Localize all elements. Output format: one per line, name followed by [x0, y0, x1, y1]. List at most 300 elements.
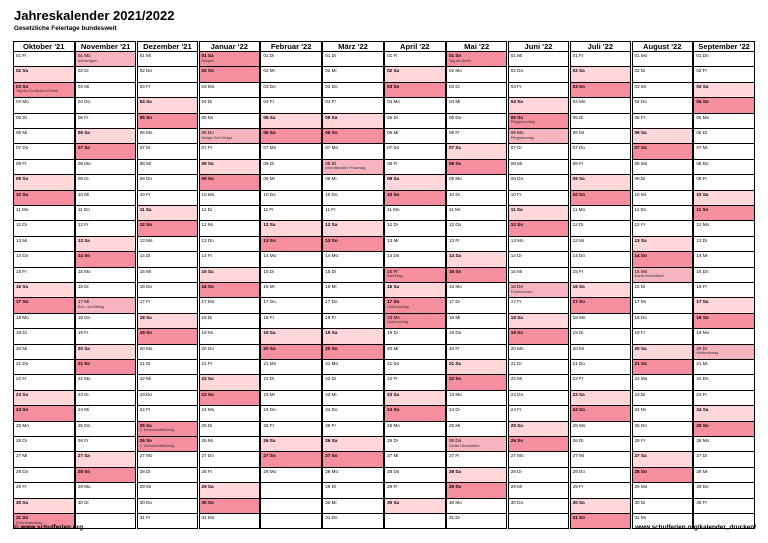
day-label: 19 So [139, 330, 152, 336]
day-cell [632, 283, 694, 298]
day-label: 24 Mi [634, 407, 646, 413]
day-label: 14 Di [510, 253, 522, 259]
day-label: 21 Fr [201, 361, 213, 366]
holiday-label: Karfreitag [387, 274, 403, 279]
day-label: 06 Do [201, 130, 214, 135]
day-label: 11 Mo [387, 207, 400, 212]
day-cell [693, 129, 755, 144]
day-cell [75, 268, 137, 283]
day-cell [570, 129, 632, 144]
day-label: 23 Fr [696, 391, 708, 397]
day-cell [322, 206, 384, 221]
day-label: 07 Sa [448, 145, 461, 151]
day-label: 13 Mi [387, 237, 399, 243]
calendar-grid [13, 41, 755, 525]
day-label: 23 Sa [16, 391, 29, 397]
day-cell [570, 314, 632, 329]
day-cell [508, 237, 570, 252]
day-label: 13 Sa [77, 237, 90, 243]
day-label: 11 Di [201, 207, 212, 212]
day-label: 20 Sa [634, 345, 647, 351]
holiday-label: Ostermontag [387, 320, 408, 325]
month-column [260, 41, 322, 521]
day-cell [322, 221, 384, 236]
day-cell [632, 360, 694, 375]
month-column [322, 41, 384, 521]
day-label: 10 Fr [510, 191, 522, 197]
day-label: 12 Mi [201, 222, 213, 228]
day-label: 03 Fr [139, 83, 151, 89]
day-cell [632, 329, 694, 344]
day-cell [75, 129, 137, 144]
day-label: 08 So [448, 160, 462, 166]
day-cell [632, 206, 694, 221]
day-label: 06 Mi [16, 130, 28, 135]
day-label: 10 Mi [77, 191, 90, 197]
day-cell [508, 483, 570, 498]
day-cell [199, 422, 261, 437]
day-cell [632, 144, 694, 159]
day-cell [384, 67, 446, 82]
day-cell [384, 499, 446, 514]
day-cell [693, 314, 755, 329]
day-cell [693, 468, 755, 483]
day-cell [137, 98, 199, 113]
day-cell [384, 329, 446, 344]
day-label: 09 Sa [387, 176, 400, 182]
day-label: 07 Di [510, 145, 522, 151]
day-label: 25 Mo [16, 422, 29, 428]
day-label: 22 Mo [634, 376, 648, 382]
day-label: 16 Fr [696, 284, 708, 289]
day-label: 04 Di [201, 99, 213, 105]
day-label: 14 Sa [448, 253, 461, 259]
day-cell [570, 452, 632, 467]
day-cell [75, 468, 137, 483]
day-cell [260, 98, 322, 113]
day-cell [13, 52, 75, 67]
day-label: 28 Do [572, 468, 585, 474]
day-cell [508, 114, 570, 129]
day-cell [446, 191, 508, 206]
day-cell [137, 144, 199, 159]
day-label: 12 So [510, 222, 524, 228]
day-cell [693, 206, 755, 221]
day-label: 15 Fr [572, 268, 584, 274]
day-cell [693, 345, 755, 360]
day-label: 21 Do [387, 361, 400, 366]
day-cell [13, 144, 75, 159]
day-cell [75, 67, 137, 82]
day-cell [75, 206, 137, 221]
day-cell [632, 221, 694, 236]
day-cell [632, 422, 694, 437]
day-cell [13, 391, 75, 406]
day-label: 12 Di [16, 222, 27, 228]
day-label: 15 So [448, 268, 462, 274]
day-label: 02 Di [77, 68, 89, 74]
day-cell [570, 391, 632, 406]
day-cell [322, 129, 384, 144]
day-cell [570, 67, 632, 82]
day-cell [508, 206, 570, 221]
day-label: 14 Mo [325, 253, 339, 259]
day-cell [384, 391, 446, 406]
day-cell [693, 483, 755, 498]
day-label: 26 Fr [634, 438, 646, 443]
holiday-label: Fronleichnam [510, 289, 533, 294]
day-label: 17 Do [263, 299, 276, 305]
day-label: 26 Do [448, 438, 462, 443]
day-label: 27 Di [696, 453, 708, 459]
day-label: 03 Di [448, 83, 460, 89]
day-label: 29 Fr [387, 484, 398, 490]
day-label: 16 Sa [387, 284, 400, 289]
day-label: 15 Fr [16, 268, 27, 274]
day-cell [322, 329, 384, 344]
day-label: 13 So [325, 237, 338, 243]
day-label: 05 Fr [634, 114, 646, 120]
day-cell [322, 252, 384, 267]
day-cell [260, 298, 322, 313]
day-cell [508, 98, 570, 113]
day-label: 22 Mi [510, 376, 523, 382]
day-cell [13, 160, 75, 175]
day-cell [632, 375, 694, 390]
day-cell [446, 499, 508, 514]
day-cell [322, 83, 384, 98]
day-cell [199, 268, 261, 283]
holiday-label: Tag der Arbeit [448, 58, 472, 63]
day-cell [137, 514, 199, 529]
footer-url: www.schulferien.org/kalender_drucken/ [635, 524, 756, 531]
day-cell [199, 499, 261, 514]
day-cell [199, 452, 261, 467]
day-label: 19 So [510, 330, 524, 336]
day-cell [508, 52, 570, 67]
day-label: 09 Mi [263, 176, 275, 182]
day-cell [13, 83, 75, 98]
day-cell [632, 237, 694, 252]
day-cell [75, 114, 137, 129]
day-label: 18 Sa [510, 314, 523, 320]
day-cell [693, 160, 755, 175]
day-label: 01 Di [325, 53, 336, 58]
day-cell [446, 268, 508, 283]
day-label: 10 Do [325, 191, 338, 197]
day-cell [508, 468, 570, 483]
day-cell [508, 67, 570, 82]
day-cell [570, 483, 632, 498]
day-label: 28 Sa [448, 468, 461, 474]
day-cell [570, 237, 632, 252]
day-cell [446, 329, 508, 344]
day-label: 23 Di [634, 391, 646, 397]
day-cell [199, 98, 261, 113]
day-label: 16 Mi [263, 284, 275, 289]
day-label: 09 Sa [572, 176, 585, 182]
day-cell [632, 98, 694, 113]
day-label: 08 Do [696, 160, 709, 166]
day-cell [260, 52, 322, 67]
day-label: 26 Di [16, 438, 27, 443]
day-cell [75, 437, 137, 452]
day-cell [322, 422, 384, 437]
day-label: 30 Do [139, 499, 152, 505]
day-label: 29 Fr [572, 484, 584, 490]
month-header: Dezember '21 [137, 41, 199, 52]
day-cell [199, 52, 261, 67]
day-cell [13, 98, 75, 113]
day-label: 25 Fr [263, 422, 275, 428]
day-label: 17 Di [448, 299, 460, 305]
day-label: 24 Do [263, 407, 276, 413]
empty-cell [384, 514, 446, 529]
day-label: 15 Sa [201, 268, 214, 274]
day-label: 31 Mo [201, 515, 215, 520]
day-label: 09 Di [634, 176, 646, 182]
day-cell [508, 345, 570, 360]
day-cell [693, 221, 755, 236]
day-label: 20 Fr [448, 345, 460, 351]
day-cell [13, 345, 75, 360]
day-cell [13, 114, 75, 129]
day-cell [384, 468, 446, 483]
day-label: 14 So [634, 253, 647, 259]
day-cell [446, 298, 508, 313]
day-cell [570, 499, 632, 514]
day-cell [199, 468, 261, 483]
day-cell [260, 468, 322, 483]
month-header: April '22 [384, 41, 446, 52]
day-cell [13, 314, 75, 329]
day-label: 06 Fr [448, 130, 460, 135]
day-label: 10 Sa [696, 191, 709, 197]
day-label: 06 Sa [77, 130, 90, 135]
day-cell [260, 114, 322, 129]
day-label: 30 Mi [325, 499, 337, 505]
day-label: 02 Mi [325, 68, 337, 74]
day-label: 05 Mi [201, 114, 213, 120]
day-cell [693, 144, 755, 159]
day-label: 10 Mi [634, 191, 646, 197]
day-cell [384, 452, 446, 467]
day-cell [137, 314, 199, 329]
day-label: 12 Fr [77, 222, 89, 228]
day-cell [632, 298, 694, 313]
day-cell [384, 114, 446, 129]
day-label: 27 So [325, 453, 338, 459]
day-label: 01 So [448, 53, 462, 58]
day-label: 15 Di [263, 268, 275, 274]
day-cell [13, 499, 75, 514]
day-label: 22 Di [325, 376, 336, 382]
day-cell [570, 83, 632, 98]
day-cell [632, 52, 694, 67]
day-cell [260, 268, 322, 283]
day-cell [570, 283, 632, 298]
day-cell [322, 514, 384, 529]
day-label: 28 Di [510, 468, 522, 474]
day-cell [13, 375, 75, 390]
day-label: 13 Mi [16, 237, 28, 243]
day-cell [137, 329, 199, 344]
day-label: 21 So [634, 361, 647, 366]
day-label: 22 Di [263, 376, 275, 382]
day-cell [384, 483, 446, 498]
day-label: 01 Do [696, 53, 709, 58]
day-cell [75, 191, 137, 206]
day-cell [137, 160, 199, 175]
day-label: 06 So [325, 130, 338, 135]
day-label: 07 So [634, 145, 647, 151]
day-cell [260, 129, 322, 144]
day-cell [384, 268, 446, 283]
day-cell [13, 206, 75, 221]
day-cell [446, 391, 508, 406]
day-cell [632, 452, 694, 467]
day-cell [693, 360, 755, 375]
day-cell [570, 422, 632, 437]
day-label: 10 Mo [201, 191, 215, 197]
day-label: 07 Mo [325, 145, 339, 151]
day-cell [508, 375, 570, 390]
day-label: 01 Mo [634, 53, 648, 58]
day-cell [260, 360, 322, 375]
day-cell [446, 67, 508, 82]
day-label: 25 Mo [387, 422, 400, 428]
day-cell [322, 144, 384, 159]
day-label: 25 Di [201, 422, 213, 428]
day-label: 27 Sa [634, 453, 647, 459]
day-cell [260, 144, 322, 159]
day-label: 01 Sa [201, 53, 214, 58]
day-label: 20 Mo [510, 345, 524, 351]
day-label: 10 Do [263, 191, 276, 197]
day-label: 05 Di [16, 114, 27, 120]
day-label: 19 Fr [634, 330, 646, 336]
day-label: 26 Di [387, 438, 398, 443]
day-label: 14 Do [16, 253, 29, 259]
day-label: 19 Di [387, 330, 398, 336]
day-label: 13 Di [696, 237, 708, 243]
day-cell [384, 129, 446, 144]
day-label: 27 So [263, 453, 276, 459]
day-label: 23 Mo [448, 391, 462, 397]
day-label: 03 Mi [77, 83, 90, 89]
day-cell [137, 468, 199, 483]
day-label: 17 Do [325, 299, 338, 305]
day-cell [75, 329, 137, 344]
day-cell [199, 483, 261, 498]
day-cell [75, 345, 137, 360]
day-cell [137, 406, 199, 421]
day-cell [137, 237, 199, 252]
day-cell [75, 406, 137, 421]
holiday-label: Buß- und Bettag [77, 304, 105, 309]
day-label: 26 Di [572, 438, 584, 443]
day-label: 18 Do [634, 314, 647, 320]
day-cell [508, 314, 570, 329]
day-label: 16 Mi [325, 284, 337, 289]
day-label: 27 Mi [572, 453, 584, 459]
day-label: 27 Mo [510, 453, 524, 459]
day-cell [570, 175, 632, 190]
day-label: 18 Fr [325, 314, 336, 320]
day-label: 21 Do [572, 361, 585, 366]
day-cell [75, 298, 137, 313]
day-label: 04 Sa [139, 99, 152, 105]
month-column [199, 41, 261, 521]
day-cell [508, 129, 570, 144]
day-label: 26 So [139, 438, 152, 443]
day-label: 03 Do [325, 83, 338, 89]
day-label: 04 Do [77, 99, 91, 105]
day-cell [384, 252, 446, 267]
day-label: 02 Fr [696, 68, 708, 74]
day-cell [508, 83, 570, 98]
day-cell [199, 175, 261, 190]
day-label: 14 Do [572, 253, 585, 259]
day-cell [384, 422, 446, 437]
day-cell [570, 268, 632, 283]
day-cell [13, 175, 75, 190]
day-cell [693, 98, 755, 113]
day-label: 22 Fr [572, 376, 584, 382]
day-label: 02 Sa [387, 68, 400, 74]
day-cell [693, 452, 755, 467]
day-label: 31 So [16, 515, 29, 520]
day-cell [384, 191, 446, 206]
day-cell [570, 298, 632, 313]
day-cell [13, 437, 75, 452]
day-label: 05 So [510, 114, 524, 120]
day-label: 10 Fr [139, 191, 151, 197]
day-label: 04 Do [634, 99, 647, 105]
day-label: 18 Mo [387, 314, 400, 320]
day-label: 21 Di [139, 361, 151, 366]
day-label: 15 Do [696, 268, 709, 274]
day-label: 11 Mo [572, 207, 586, 212]
day-label: 23 Sa [387, 391, 400, 397]
day-label: 15 Mi [139, 268, 151, 274]
day-cell [446, 98, 508, 113]
day-label: 12 Sa [325, 222, 338, 228]
holiday-label: Internationaler Frauentag [325, 166, 366, 171]
day-cell [322, 499, 384, 514]
day-label: 10 So [572, 191, 585, 197]
day-label: 19 Fr [77, 330, 89, 336]
day-label: 21 Di [510, 361, 522, 366]
day-label: 08 Di [325, 160, 336, 166]
holiday-label: Reformationstag [16, 520, 43, 525]
month-header: Juni '22 [508, 41, 570, 52]
day-cell [508, 437, 570, 452]
day-cell [260, 452, 322, 467]
day-cell [199, 206, 261, 221]
day-cell [199, 514, 261, 529]
day-label: 11 Sa [510, 207, 523, 212]
day-cell [75, 360, 137, 375]
day-label: 09 Di [77, 176, 89, 182]
day-cell [137, 175, 199, 190]
day-cell [632, 252, 694, 267]
month-column [13, 41, 75, 525]
day-cell [322, 52, 384, 67]
day-cell [75, 452, 137, 467]
day-cell [632, 345, 694, 360]
day-label: 10 So [387, 191, 400, 197]
